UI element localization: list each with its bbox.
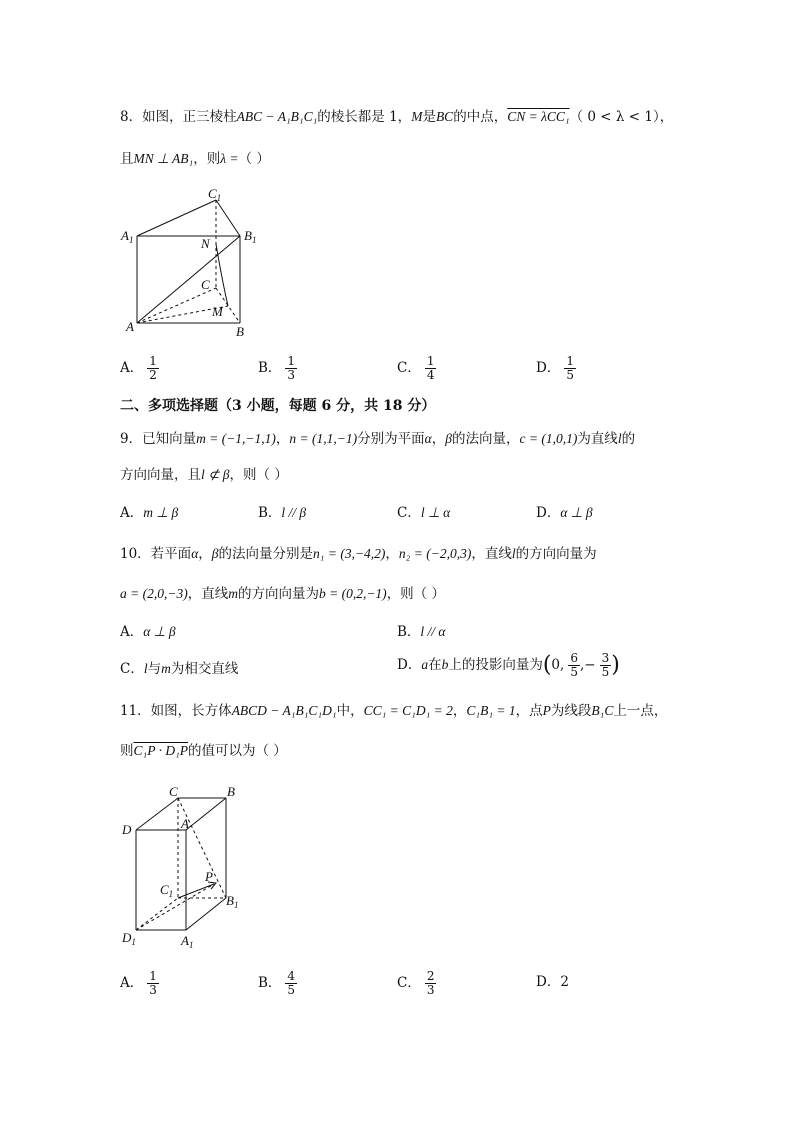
label-b: B: [227, 784, 235, 799]
label-c1: $C_1$: [160, 882, 174, 899]
q8-option-c[interactable]: C． $\frac{1}{4}$: [397, 354, 435, 382]
label-c: C: [169, 784, 178, 799]
q9-option-a[interactable]: A．m ⊥ β: [120, 505, 179, 521]
q10-line2: a = (2,0,−3)，直线m的方向向量为b = (0,2,−1)，则（ ）: [120, 586, 445, 602]
q10-option-a[interactable]: A．α ⊥ β: [120, 624, 176, 640]
q9-option-d[interactable]: D．α ⊥ β: [536, 505, 593, 521]
q11-line2: 则C₁P · D₁P的值可以为（ ）: [120, 743, 287, 759]
q11-option-c[interactable]: C． $\frac{2}{3}$: [397, 969, 435, 997]
label-c: C: [201, 277, 210, 292]
q10-option-b[interactable]: B．l // α: [397, 624, 446, 640]
label-m: M: [212, 304, 223, 319]
q10-line1: 10．若平面α，β的法向量分别是n₁ = (3,−4,2)，n₂ = (−2,0,3)，直线l的方向向量为: [120, 546, 597, 562]
q8-line1: 8．如图，正三棱柱ABC − A₁B₁C₁的棱长都是 1，M是BC的中点，CN = λCC₁（ 0 < λ < 1），: [120, 109, 674, 125]
q8-option-d[interactable]: D． $\frac{1}{5}$: [536, 354, 574, 382]
q11-line1: 11．如图，长方体ABCD − A₁B₁C₁D₁中，CC₁ = C₁D₁ = 2，C₁B₁ = 1，点P为线段B₁C上一点，: [120, 703, 668, 719]
label-b1: $B_1$: [244, 228, 257, 245]
label-b1: $B_1$: [226, 893, 239, 910]
q9-line2: 方向向量，且l ⊄ β，则（ ）: [120, 467, 288, 483]
q9-option-b[interactable]: B．l // β: [258, 505, 307, 521]
q9-option-c[interactable]: C．l ⊥ α: [397, 505, 451, 521]
label-a: A: [126, 319, 134, 334]
label-b: B: [236, 324, 244, 339]
q8-option-b[interactable]: B． $\frac{1}{3}$: [258, 354, 296, 382]
q11-option-a[interactable]: A． $\frac{1}{3}$: [120, 969, 157, 997]
section-heading: 二、多项选择题（3 小题，每题 6 分，共 18 分）: [120, 398, 436, 414]
q11-option-b[interactable]: B． $\frac{4}{5}$: [258, 969, 296, 997]
q9-line1: 9．已知向量m = (−1,−1,1)，n = (1,1,−1)分别为平面α，β的法向量，c = (1,0,1)为直线l的: [120, 431, 636, 447]
q11-option-d[interactable]: D．2: [536, 974, 569, 990]
q8-line2: 且MN ⊥ AB₁，则λ =（ ）: [120, 151, 270, 167]
q10-option-c[interactable]: C．l与m为相交直线: [120, 661, 239, 677]
label-c1: $C_1$: [208, 186, 222, 203]
label-d: D: [122, 822, 132, 837]
label-a1: $A_1$: [181, 933, 194, 950]
label-a: A: [181, 816, 189, 831]
label-d1: $D_1$: [122, 930, 136, 947]
q10-option-d[interactable]: D．a在b上的投影向量为(0, $\frac{6}{5}$ ,− $\frac{3}{5}$ ): [397, 651, 620, 679]
q8-option-a[interactable]: A． $\frac{1}{2}$: [120, 354, 157, 382]
label-a1: $A_1$: [121, 228, 134, 245]
label-p: P: [205, 869, 213, 884]
label-n: N: [201, 236, 210, 251]
